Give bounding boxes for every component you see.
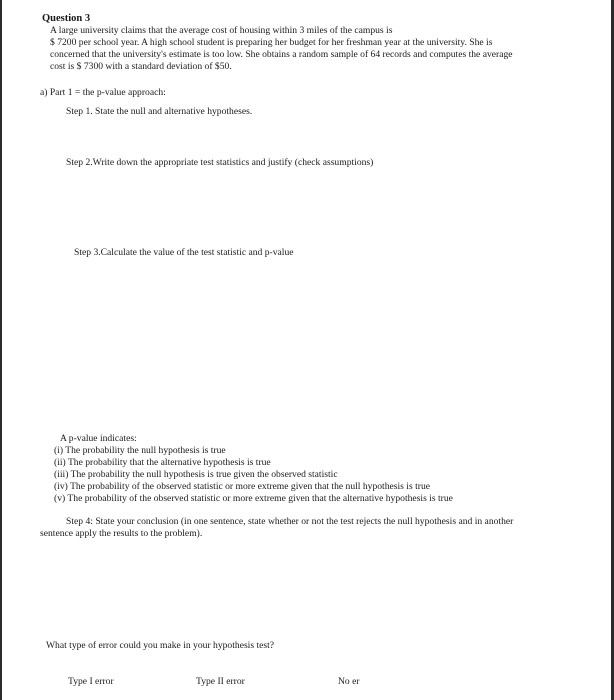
question-body-line-3: concerned that the university's estimate is too low. She obtains a random sample of 64 records and computes the average (50, 49, 513, 60)
page-left-border (0, 0, 2, 700)
step3-text: Step 3.Calculate the value of the test statistic and p-value (74, 247, 294, 258)
step1-text: Step 1. State the null and alternative hypotheses. (66, 106, 253, 117)
choice-no-error: No er (338, 676, 360, 687)
step4-text-line-1: Step 4: State your conclusion (in one sentence, state whether or not the test rejects the null hypothesis and in another (66, 516, 514, 527)
pvalue-option-iv: (iv) The probability of the observed statistic or more extreme given that the null hypothesis is true (54, 481, 431, 492)
pvalue-option-i: (i) The probability the null hypothesis is true (54, 445, 226, 456)
pvalue-heading: A p-value indicates: (60, 433, 137, 444)
choice-type-i-error: Type I error (68, 676, 114, 687)
step2-text: Step 2.Write down the appropriate test statistics and justify (check assumptions) (66, 157, 374, 168)
choice-type-ii-error: Type II error (196, 676, 245, 687)
part1-label: a) Part 1 = the p-value approach: (40, 87, 166, 98)
pvalue-option-iii: (iii) The probability the null hypothesis is true given the observed statistic (54, 469, 338, 480)
question-body-line-2: $ 7200 per school year. A high school student is preparing her budget for her freshman year at the university. She is (50, 37, 493, 48)
question-body-line-1: A large university claims that the average cost of housing within 3 miles of the campus is (50, 25, 393, 36)
error-question: What type of error could you make in your hypothesis test? (46, 640, 275, 651)
question-body-line-4: cost is $ 7300 with a standard deviation of $50. (50, 61, 232, 72)
pvalue-option-ii: (ii) The probability that the alternative hypothesis is true (54, 457, 271, 468)
question-title: Question 3 (42, 13, 91, 24)
pvalue-option-v: (v) The probability of the observed statistic or more extreme given that the alternative hypothesis is true (54, 493, 453, 504)
step4-text-line-2: sentence apply the results to the problem). (40, 528, 203, 539)
